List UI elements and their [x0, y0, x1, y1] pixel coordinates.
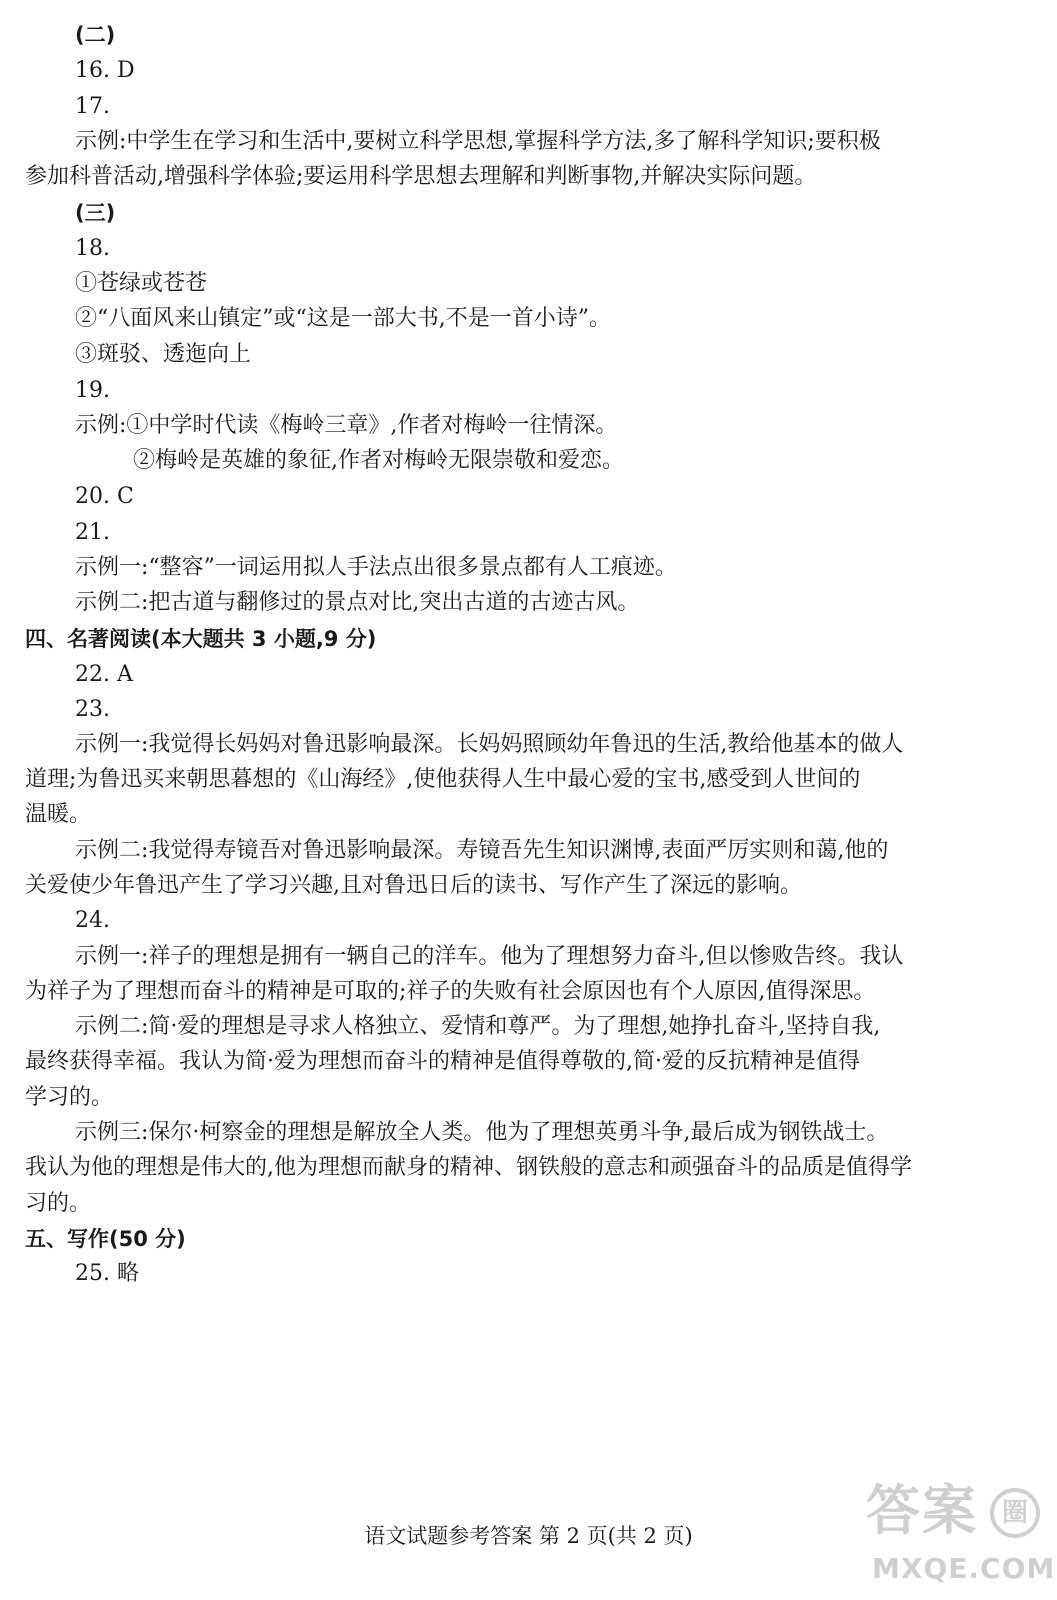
section-heading: 五、写作(50 分): [25, 1227, 186, 1251]
answer-line: ①苍绿或苍苍: [75, 271, 208, 296]
watermark-badge: 圈: [990, 1488, 1040, 1538]
answer-line: ②梅岭是英雄的象征,作者对梅岭无限崇敬和爱恋。: [133, 448, 624, 473]
answer-line: 22. A: [75, 662, 133, 687]
answer-line: 最终获得幸福。我认为简·爱为理想而奋斗的精神是值得尊敬的,简·爱的反抗精神是值得: [25, 1049, 860, 1074]
answer-line: 参加科普活动,增强科学体验;要运用科学思想去理解和判断事物,并解决实际问题。: [25, 164, 817, 189]
answer-line: 20. C: [75, 484, 134, 509]
answer-line: 习的。: [25, 1191, 92, 1216]
answer-line: 示例一:“整容”一词运用拟人手法点出很多景点都有人工痕迹。: [75, 555, 677, 580]
section-heading: (二): [75, 23, 116, 47]
section-heading: (三): [75, 201, 116, 225]
answer-line: 示例二:我觉得寿镜吾对鲁迅影响最深。寿镜吾先生知识渊博,表面严厉实则和蔼,他的: [75, 838, 889, 863]
answer-line: ③斑驳、透迤向上: [75, 342, 252, 367]
watermark-main-text: 答案: [866, 1479, 978, 1542]
answer-line: 道理;为鲁迅买来朝思暮想的《山海经》,使他获得人生中最心爱的宝书,感受到人世间的: [25, 767, 861, 792]
answer-line: 关爱使少年鲁迅产生了学习兴趣,且对鲁迅日后的读书、写作产生了深远的影响。: [25, 873, 802, 898]
page-footer: 语文试题参考答案 第 2 页(共 2 页): [364, 1524, 693, 1548]
answer-line: 示例:①中学时代读《梅岭三章》,作者对梅岭一往情深。: [75, 413, 618, 438]
answer-line: 示例二:把古道与翻修过的景点对比,突出古道的古迹古风。: [75, 590, 640, 615]
answer-line: 示例二:简·爱的理想是寻求人格独立、爱情和尊严。为了理想,她挣扎奋斗,坚持自我,: [75, 1014, 881, 1039]
answer-line: 24.: [75, 908, 110, 933]
answer-line: 25. 略: [75, 1261, 139, 1286]
answer-line: 23.: [75, 697, 110, 722]
answer-line: 温暖。: [25, 802, 92, 827]
answer-line: 示例:中学生在学习和生活中,要树立科学思想,掌握科学方法,多了解科学知识;要积极: [75, 129, 881, 154]
answer-line: 为祥子为了理想而奋斗的精神是可取的;祥子的失败有社会原因也有个人原因,值得深思。: [25, 979, 876, 1004]
answer-line: ②“八面风来山镇定”或“这是一部大书,不是一首小诗”。: [75, 306, 611, 331]
answer-line: 示例一:我觉得长妈妈对鲁迅影响最深。长妈妈照顾幼年鲁迅的生活,教给他基本的做人: [75, 732, 904, 757]
answer-line: 16. D: [75, 58, 135, 83]
answer-line: 示例一:祥子的理想是拥有一辆自己的洋车。他为了理想努力奋斗,但以惨败告终。我认: [75, 944, 904, 969]
answer-line: 示例三:保尔·柯察金的理想是解放全人类。他为了理想英勇斗争,最后成为钢铁战士。: [75, 1120, 889, 1145]
watermark-site: MXQE.COM: [872, 1552, 1056, 1585]
section-heading: 四、名著阅读(本大题共 3 小题,9 分): [25, 627, 377, 651]
answer-line: 21.: [75, 520, 110, 545]
answer-line: 17.: [75, 94, 110, 119]
answer-line: 19.: [75, 378, 110, 403]
watermark-logo: [866, 1476, 1056, 1594]
answer-line: 学习的。: [25, 1085, 114, 1110]
answer-line: 我认为他的理想是伟大的,他为理想而献身的精神、钢铁般的意志和顽强奋斗的品质是值得学: [25, 1155, 912, 1180]
answer-line: 18.: [75, 236, 110, 261]
